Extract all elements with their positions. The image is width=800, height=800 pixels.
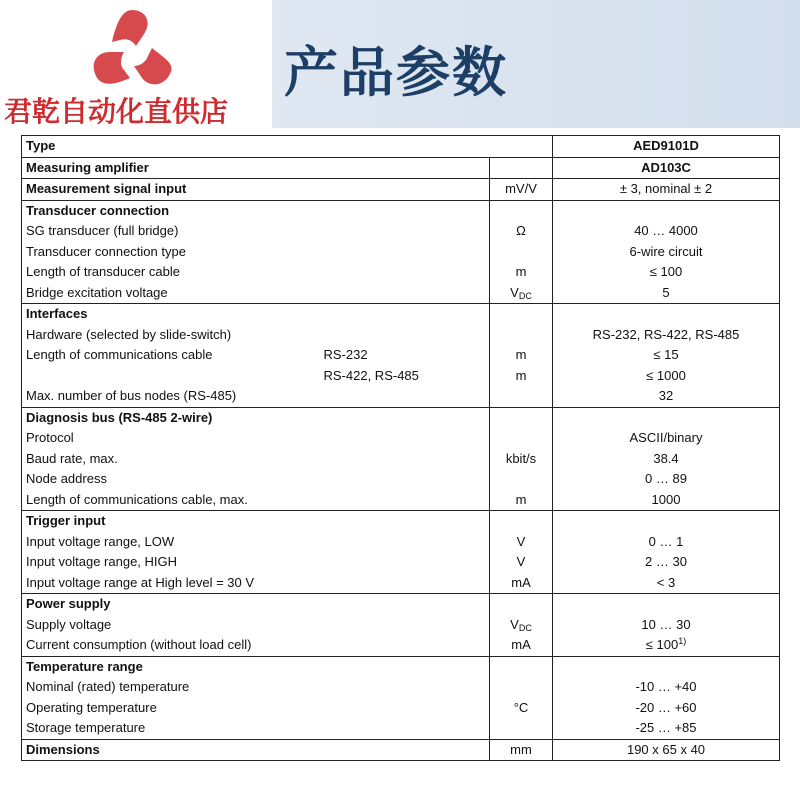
temperature-section xyxy=(22,656,780,739)
row-unit: m xyxy=(490,490,553,511)
row-label: Input voltage range, LOW xyxy=(26,533,175,549)
row-value: -25 … +85 xyxy=(553,718,780,739)
row-value: -20 … +60 xyxy=(553,698,780,719)
section-heading: Interfaces xyxy=(26,306,88,321)
section-heading: Transducer connection xyxy=(26,202,170,218)
row-sublabel: RS-232 xyxy=(323,347,368,362)
row-label: Storage temperature xyxy=(26,720,146,735)
type-value: AED9101D xyxy=(553,136,780,158)
spec-table xyxy=(21,135,780,761)
row-label: Current consumption (without load cell) xyxy=(26,637,252,652)
row-unit: V xyxy=(490,532,553,553)
row-label: Length of communications cable xyxy=(26,347,213,362)
row-value: 0 … 89 xyxy=(553,469,780,490)
row-value: 0 … 1 xyxy=(553,532,780,553)
row-sublabel: RS-422, RS-485 xyxy=(323,367,419,383)
store-logo-icon xyxy=(82,4,182,94)
row-label: Protocol xyxy=(26,430,74,445)
amplifier-value: AD103C xyxy=(553,157,780,179)
row-label: Node address xyxy=(26,471,107,486)
row-value: ASCII/binary xyxy=(553,428,780,449)
store-name: 君乾自动化直供店 xyxy=(4,96,229,127)
trigger-section xyxy=(22,511,780,594)
dimensions-label: Dimensions xyxy=(26,741,100,757)
row-unit: °C xyxy=(490,677,553,739)
row-label: Baud rate, max. xyxy=(26,450,118,466)
dimensions-section xyxy=(22,739,780,761)
row-unit: $V_{DC}$ xyxy=(490,615,553,636)
row-value: 10 … 30 xyxy=(553,615,780,636)
row-label: SG transducer (full bridge) xyxy=(26,223,179,238)
row-unit: V xyxy=(490,552,553,573)
row-value: ≤ 1000 xyxy=(553,366,780,387)
signal-value: ± 3, nominal ± 2 xyxy=(553,179,780,201)
row-label: Transducer connection type xyxy=(26,243,186,259)
row-value: 2 … 30 xyxy=(553,552,780,573)
signal-section xyxy=(22,179,780,201)
row-label: Operating temperature xyxy=(26,699,157,715)
row-value: 6-wire circuit xyxy=(553,242,780,263)
type-label: Type xyxy=(26,138,56,153)
row-value: < 3 xyxy=(553,573,780,594)
row-unit xyxy=(490,428,553,449)
row-unit: Ω xyxy=(490,221,553,242)
section-heading: Temperature range xyxy=(26,658,143,674)
row-value: 5 xyxy=(553,283,780,304)
row-unit: m xyxy=(490,262,553,283)
row-label: Input voltage range, HIGH xyxy=(26,554,178,569)
row-value: 32 xyxy=(553,386,780,407)
dimensions-unit: mm xyxy=(490,739,553,761)
row-unit: m xyxy=(490,366,553,387)
amplifier-label: Measuring amplifier xyxy=(26,159,149,175)
dimensions-value: 190 x 65 x 40 xyxy=(553,739,780,761)
row-label: Length of communications cable, max. xyxy=(26,491,248,507)
row-unit: kbit/s xyxy=(490,449,553,470)
amplifier-unit xyxy=(490,157,553,179)
diagnosis-section xyxy=(22,407,780,511)
row-label: Bridge excitation voltage xyxy=(26,284,168,300)
section-heading: Power supply xyxy=(26,596,111,611)
row-label: Hardware (selected by slide-switch) xyxy=(26,326,232,342)
row-unit: $V_{DC}$ xyxy=(490,283,553,304)
section-heading: Trigger input xyxy=(26,513,106,528)
row-value: 38.4 xyxy=(553,449,780,470)
row-value: 1000 xyxy=(553,490,780,511)
amplifier-section xyxy=(22,157,780,179)
row-unit xyxy=(490,242,553,263)
row-label: Supply voltage xyxy=(26,616,112,632)
row-unit: m xyxy=(490,345,553,366)
row-value: ≤ 100 xyxy=(553,262,780,283)
store-logo-area xyxy=(0,0,272,128)
row-unit: mA xyxy=(490,573,553,594)
row-value: RS-232, RS-422, RS-485 xyxy=(553,325,780,346)
row-unit xyxy=(490,469,553,490)
row-value: 40 … 4000 xyxy=(553,221,780,242)
row-unit: mA xyxy=(490,635,553,656)
row-value: -10 … +40 xyxy=(553,677,780,698)
page-title: 产品参数 xyxy=(284,43,508,103)
power-section xyxy=(22,594,780,657)
row-value: ≤ 15 xyxy=(553,345,780,366)
section-heading: Diagnosis bus (RS-485 2-wire) xyxy=(26,409,213,425)
transducer-section xyxy=(22,200,780,304)
row-label: Max. number of bus nodes (RS-485) xyxy=(26,388,237,403)
type-section xyxy=(22,136,780,158)
signal-label: Measurement signal input xyxy=(26,181,187,196)
interfaces-section xyxy=(22,304,780,408)
signal-unit: mV/V xyxy=(490,179,553,201)
footnote-marker: 1) xyxy=(678,636,687,646)
row-label: Nominal (rated) temperature xyxy=(26,679,190,694)
row-value: ≤ $100^{1)}$ xyxy=(553,635,780,656)
row-label: Length of transducer cable xyxy=(26,264,180,279)
row-label: Input voltage range at High level = 30 V xyxy=(26,574,255,590)
